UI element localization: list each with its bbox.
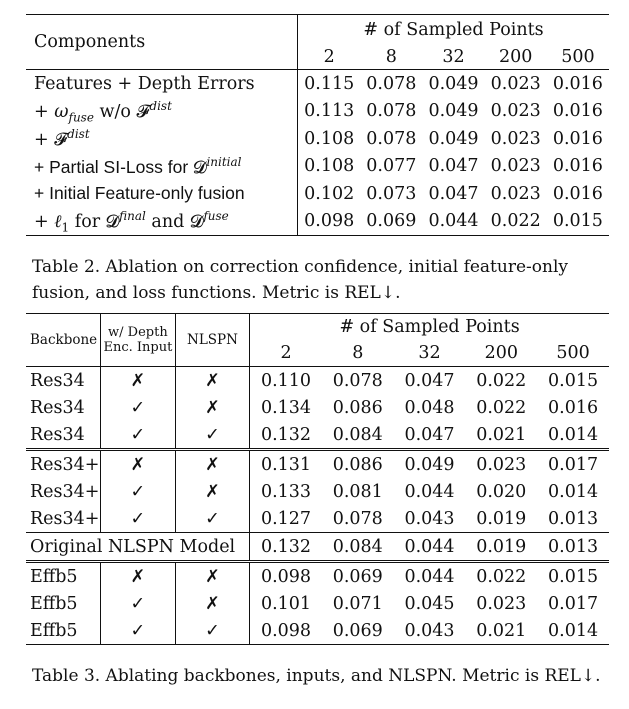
cell-value: 0.077 (366, 156, 417, 177)
table-row (26, 98, 609, 126)
cell-value: 0.049 (404, 454, 455, 475)
cell-value: 0.022 (476, 397, 527, 418)
backbone-cell: Res34+ (26, 505, 100, 533)
cell-value: 0.043 (394, 617, 466, 645)
cell-value: 0.078 (322, 505, 394, 533)
table-row (26, 505, 609, 533)
point-count: 500 (547, 45, 609, 70)
cell-value: 0.098 (260, 566, 312, 587)
table-row (26, 450, 609, 479)
cell-value: 0.014 (537, 617, 609, 645)
cell-value: 0.013 (537, 505, 609, 533)
row-label-math: + ℓ$_1$ for 𝓓$^{final}$ and 𝓓$^{fuse}$ (26, 208, 298, 236)
cell-value: 0.086 (332, 454, 383, 475)
cell-value: 0.023 (490, 183, 541, 204)
sampled-points-header: # of Sampled Points (250, 314, 609, 342)
original-model-label: Original NLSPN Model (26, 533, 250, 562)
table-row (26, 125, 609, 153)
cell-value: 0.013 (537, 533, 609, 562)
cell-value: 0.045 (404, 593, 455, 614)
cell-value: 0.078 (366, 101, 417, 122)
cell-value: 0.044 (422, 208, 484, 236)
table-row (26, 70, 609, 98)
cell-value: 0.022 (485, 208, 547, 236)
cell-value: 0.023 (490, 128, 541, 149)
nlspn-mark: ✗ (175, 590, 249, 617)
table-row (26, 394, 609, 421)
cell-value: 0.108 (304, 128, 355, 149)
cell-value: 0.133 (260, 481, 312, 502)
cell-value: 0.069 (360, 208, 422, 236)
cell-value: 0.014 (548, 481, 599, 502)
cell-value: 0.016 (552, 101, 603, 122)
nlspn-mark: ✗ (175, 562, 249, 591)
cell-value: 0.078 (332, 370, 383, 391)
point-count: 2 (298, 45, 361, 70)
depth-input-header-line1: w/ Depth (108, 325, 168, 340)
depth-input-mark: ✓ (100, 394, 175, 421)
nlspn-mark: ✓ (175, 421, 249, 450)
nlspn-mark: ✗ (175, 478, 249, 505)
cell-value: 0.016 (552, 73, 603, 94)
cell-value: 0.020 (476, 481, 527, 502)
row-label-math: + 𝓕$^{dist}$ (26, 125, 298, 153)
cell-value: 0.016 (552, 156, 603, 177)
cell-value: 0.047 (428, 156, 479, 177)
depth-input-mark: ✓ (100, 590, 175, 617)
backbone-cell: Res34 (26, 421, 100, 450)
cell-value: 0.071 (332, 593, 383, 614)
cell-value: 0.023 (490, 156, 541, 177)
cell-value: 0.019 (465, 505, 537, 533)
cell-value: 0.049 (428, 128, 479, 149)
cell-value: 0.044 (404, 566, 455, 587)
cell-value: 0.044 (394, 533, 466, 562)
table-caption: Table 3. Ablating backbones, inputs, and NLSPN. Metric is REL↓. (32, 666, 601, 686)
cell-value: 0.017 (548, 593, 599, 614)
point-count: 32 (422, 45, 484, 70)
table-row (26, 180, 609, 208)
point-count: 500 (537, 341, 609, 367)
table-row (26, 208, 609, 236)
cell-value: 0.016 (552, 128, 603, 149)
cell-value: 0.131 (260, 454, 312, 475)
nlspn-mark: ✓ (175, 617, 249, 645)
point-count: 2 (250, 341, 322, 367)
cell-value: 0.021 (465, 617, 537, 645)
depth-input-mark: ✓ (100, 421, 175, 450)
cell-value: 0.127 (250, 505, 322, 533)
backbone-header: Backbone (26, 314, 100, 367)
cell-value: 0.078 (366, 128, 417, 149)
table-caption: Table 2. Ablation on correction confidence, initial feature-only fusion, and loss functions. Metric is REL↓. (32, 257, 568, 303)
cell-value: 0.048 (404, 397, 455, 418)
point-count: 32 (394, 341, 466, 367)
table-row (26, 153, 609, 181)
cell-value: 0.132 (250, 533, 322, 562)
cell-value: 0.023 (490, 101, 541, 122)
table-row (26, 367, 609, 395)
cell-value: 0.016 (548, 397, 599, 418)
cell-value: 0.113 (304, 101, 355, 122)
cell-value: 0.102 (304, 183, 355, 204)
nlspn-mark: ✗ (175, 394, 249, 421)
cell-value: 0.134 (260, 397, 312, 418)
point-count: 8 (360, 45, 422, 70)
cell-value: 0.016 (552, 183, 603, 204)
nlspn-mark: ✓ (175, 505, 249, 533)
table-row (26, 590, 609, 617)
table-row (26, 562, 609, 591)
cell-value: 0.098 (250, 617, 322, 645)
row-label: + Initial Feature-only fusion (26, 180, 298, 208)
cell-value: 0.101 (260, 593, 312, 614)
cell-value: 0.023 (490, 73, 541, 94)
depth-input-mark: ✓ (100, 505, 175, 533)
backbone-cell: Res34+ (26, 478, 100, 505)
depth-input-mark: ✗ (100, 562, 175, 591)
point-count: 200 (465, 341, 537, 367)
cell-value: 0.086 (332, 397, 383, 418)
table-row (26, 478, 609, 505)
cell-value: 0.069 (322, 617, 394, 645)
cell-value: 0.047 (428, 183, 479, 204)
row-label-math: + Partial SI-Loss for 𝓓$^{initial}$ (26, 153, 298, 181)
cell-value: 0.047 (394, 421, 466, 450)
cell-value: 0.017 (548, 454, 599, 475)
nlspn-mark: ✗ (175, 450, 249, 479)
cell-value: 0.022 (476, 370, 527, 391)
cell-value: 0.078 (366, 73, 417, 94)
row-label-math: + $\omega_{fuse}$ w/o 𝓕$^{dist}$ (26, 98, 298, 126)
cell-value: 0.098 (298, 208, 361, 236)
cell-value: 0.081 (332, 481, 383, 502)
row-label: Features + Depth Errors (26, 70, 298, 98)
depth-input-header (100, 314, 175, 367)
cell-value: 0.084 (322, 421, 394, 450)
cell-value: 0.021 (465, 421, 537, 450)
backbone-cell: Effb5 (26, 617, 100, 645)
backbone-cell: Res34 (26, 367, 100, 395)
depth-input-header-line2: Enc. Input (103, 340, 173, 355)
depth-input-mark: ✓ (100, 617, 175, 645)
depth-input-mark: ✗ (100, 450, 175, 479)
ablation-table-backbones (26, 313, 609, 645)
table-row-original-nlspn (26, 533, 609, 562)
cell-value: 0.019 (465, 533, 537, 562)
backbone-cell: Res34+ (26, 450, 100, 479)
nlspn-mark: ✗ (175, 367, 249, 395)
components-header: Components (26, 15, 298, 70)
sampled-points-header: # of Sampled Points (298, 15, 609, 46)
cell-value: 0.043 (394, 505, 466, 533)
cell-value: 0.084 (322, 533, 394, 562)
backbone-cell: Effb5 (26, 590, 100, 617)
cell-value: 0.047 (404, 370, 455, 391)
cell-value: 0.132 (250, 421, 322, 450)
table-row (26, 421, 609, 450)
cell-value: 0.023 (476, 593, 527, 614)
cell-value: 0.044 (404, 481, 455, 502)
ablation-table-correction (26, 14, 609, 236)
nlspn-header: NLSPN (175, 314, 249, 367)
cell-value: 0.015 (548, 566, 599, 587)
cell-value: 0.115 (304, 73, 355, 94)
depth-input-mark: ✗ (100, 367, 175, 395)
cell-value: 0.069 (332, 566, 383, 587)
table-row (26, 617, 609, 645)
cell-value: 0.073 (366, 183, 417, 204)
cell-value: 0.023 (476, 454, 527, 475)
cell-value: 0.014 (537, 421, 609, 450)
depth-input-mark: ✓ (100, 478, 175, 505)
point-count: 8 (322, 341, 394, 367)
cell-value: 0.110 (260, 370, 312, 391)
cell-value: 0.015 (548, 370, 599, 391)
cell-value: 0.015 (547, 208, 609, 236)
cell-value: 0.049 (428, 101, 479, 122)
backbone-cell: Effb5 (26, 562, 100, 591)
cell-value: 0.049 (428, 73, 479, 94)
point-count: 200 (485, 45, 547, 70)
cell-value: 0.022 (476, 566, 527, 587)
backbone-cell: Res34 (26, 394, 100, 421)
cell-value: 0.108 (304, 156, 355, 177)
